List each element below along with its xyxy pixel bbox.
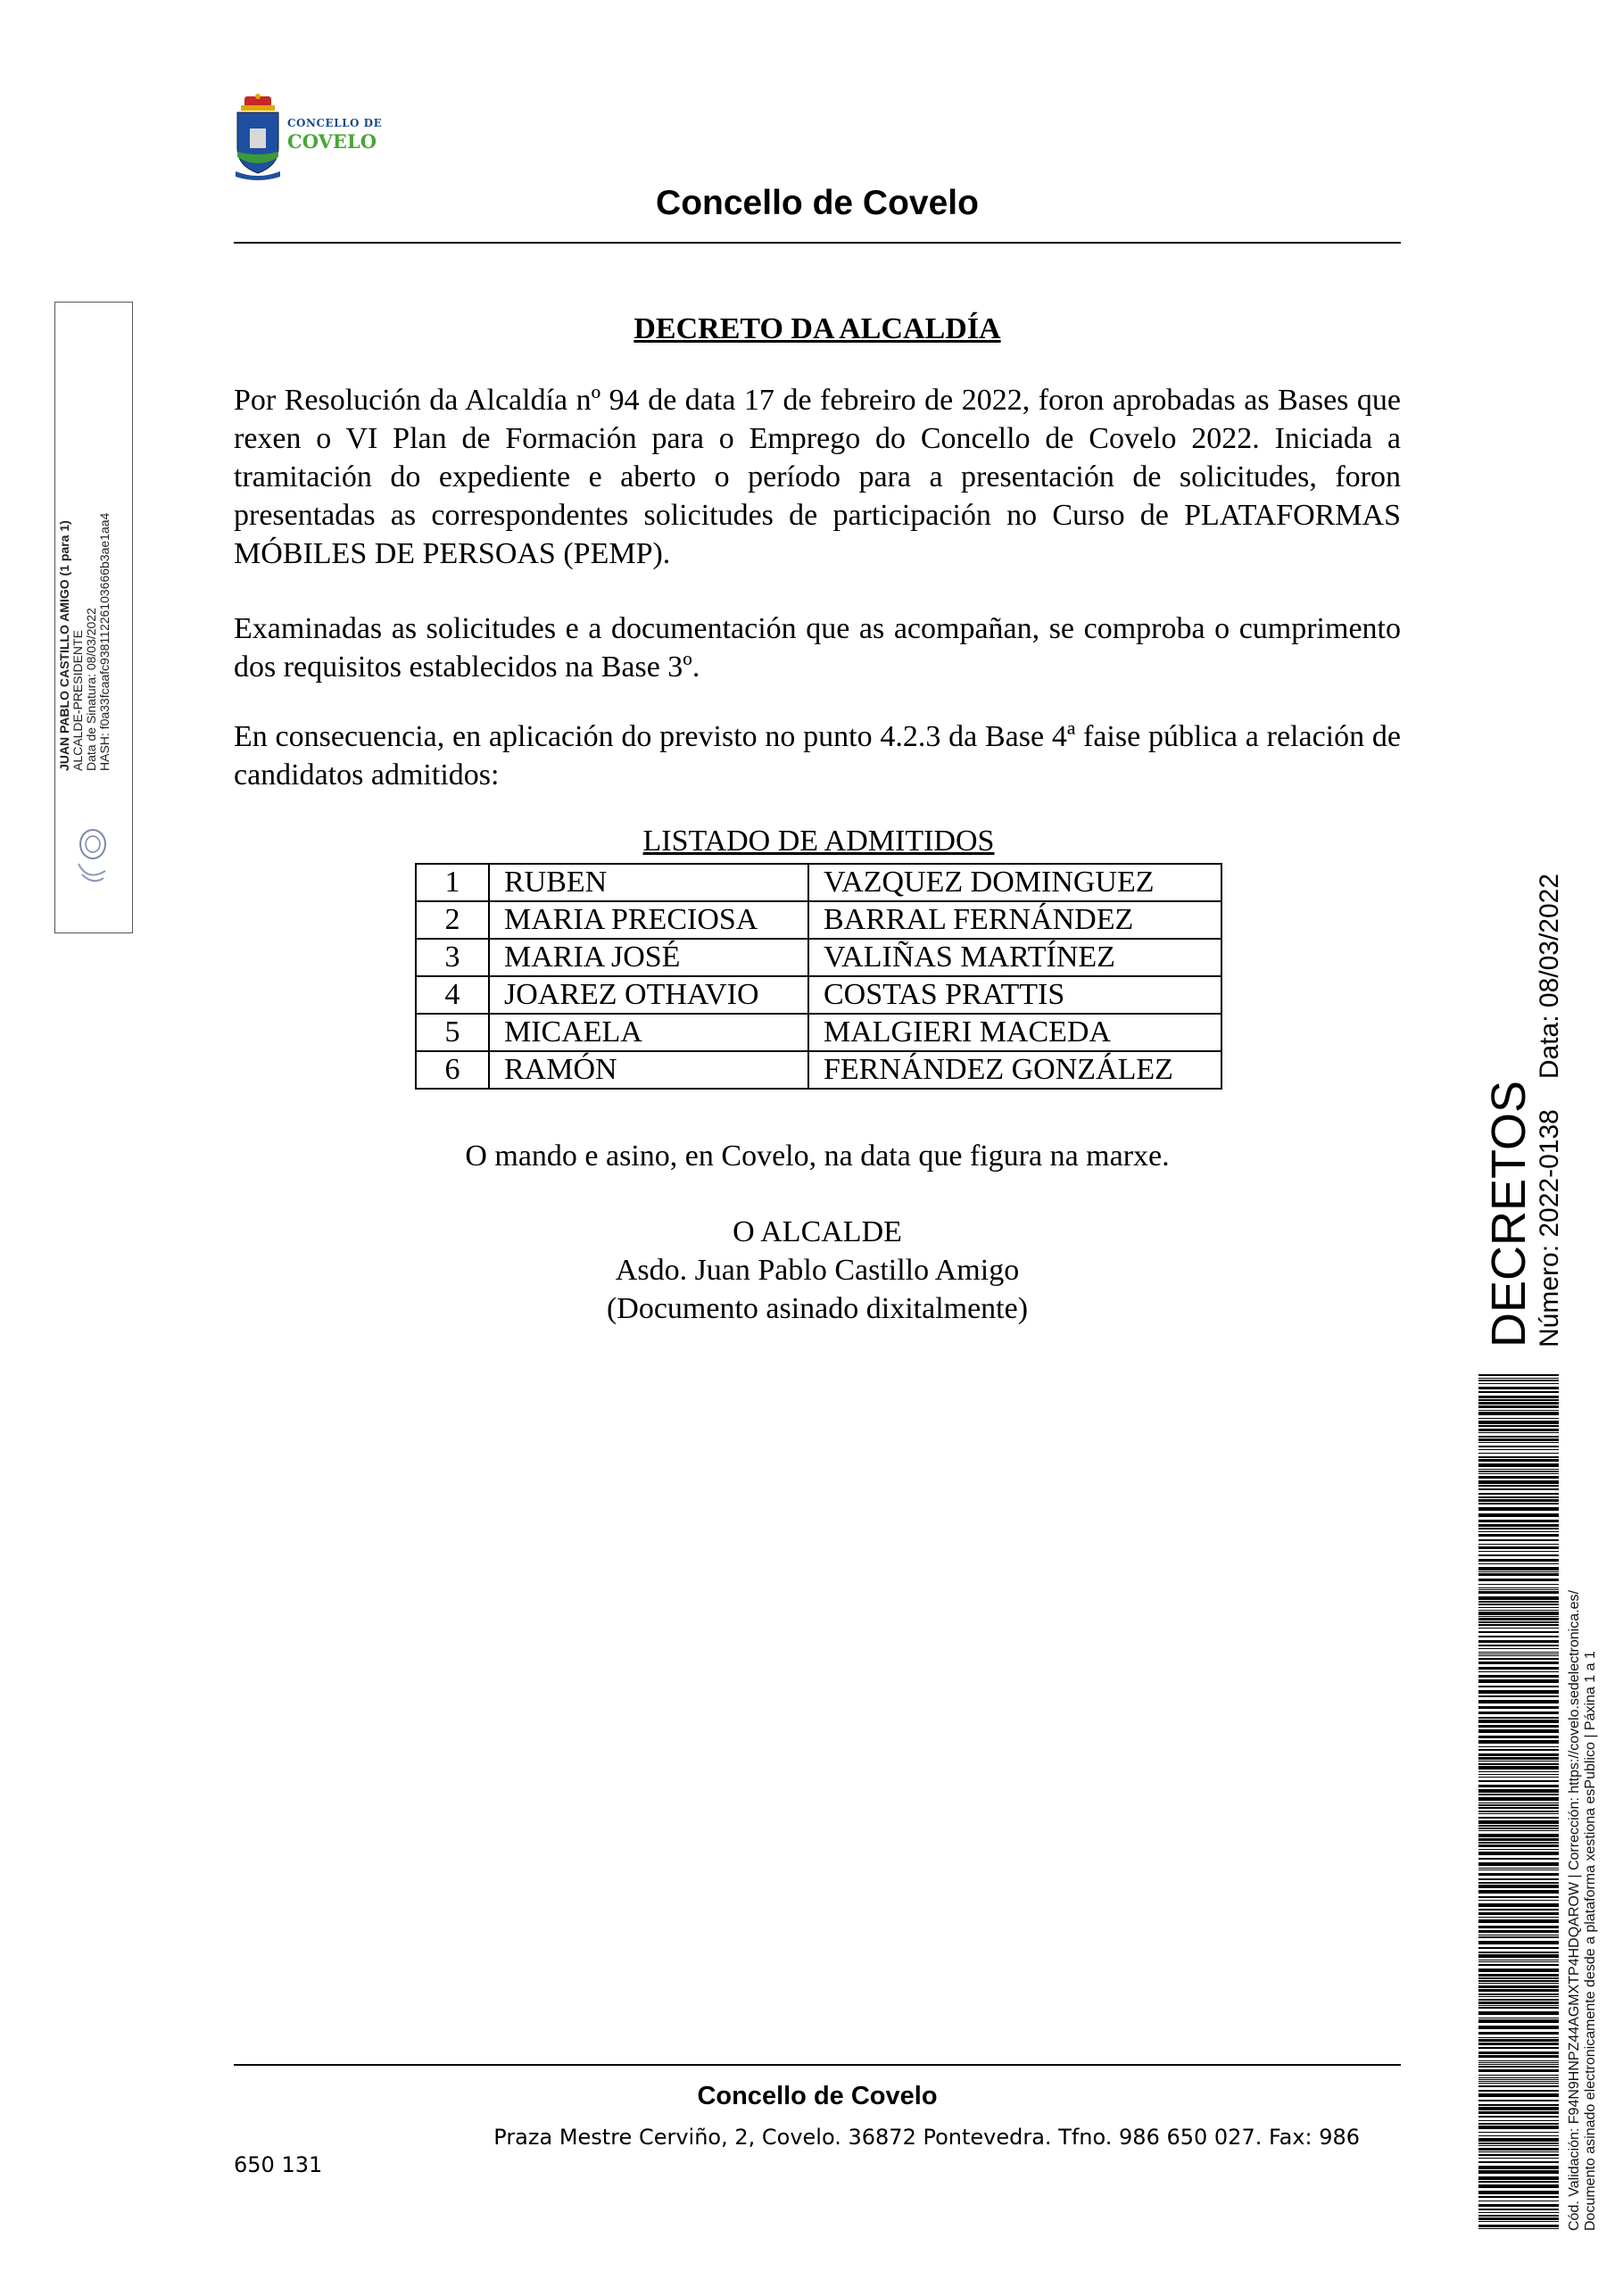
paragraph-3: En consecuencia, en aplicación do previsto no punto 4.2.3 da Base 4ª faise pública a relación de candidatos admitidos: <box>234 720 1401 792</box>
footer-address: Praza Mestre Cerviño, 2, Covelo. 36872 Pontevedra. Tfno. 986 650 027. Fax: 986 <box>493 2125 1360 2150</box>
logo-text-line2: COVELO <box>287 130 377 153</box>
registry-date: Data: 08/03/2022 <box>1535 873 1564 1080</box>
table-row <box>416 939 1221 976</box>
last-name: MALGIERI MACEDA <box>808 1014 1221 1051</box>
barcode-icon <box>1478 1374 1559 2231</box>
header-divider <box>234 242 1401 244</box>
row-number: 1 <box>416 864 489 901</box>
header-title: Concello de Covelo <box>656 184 979 222</box>
footer-title: Concello de Covelo <box>697 2082 938 2110</box>
table-row <box>416 864 1221 901</box>
first-name: MARIA PRECIOSA <box>489 901 808 939</box>
row-number: 5 <box>416 1014 489 1051</box>
last-name: FERNÁNDEZ GONZÁLEZ <box>808 1051 1221 1089</box>
signer-name: JUAN PABLO CASTILLO AMIGO (1 para 1) <box>57 520 71 771</box>
document-title: DECRETO DA ALCALDÍA <box>633 312 1001 345</box>
first-name: RAMÓN <box>489 1051 808 1089</box>
table-row <box>416 1014 1221 1051</box>
signer-note: (Documento asinado dixitalmente) <box>606 1292 1029 1325</box>
official-seal-icon <box>70 819 114 891</box>
paragraph-1: Por Resolución da Alcaldía nº 94 de data 17 de febreiro de 2022, foron aprobadas as Bases que rexen o VI Plan de Formación para o Emprego do Concello de Covelo 2022. Iniciada a tramitación do expediente e aberto o período para a presentación de solicitudes, foron presentadas as correspondentes solicitudes de participación no Curso de PLATAFORMAS MÓBILES DE PERSOAS (PEMP). <box>234 384 1401 570</box>
municipal-logo <box>232 93 384 182</box>
row-number: 3 <box>416 939 489 976</box>
paragraph-2: Examinadas as solicitudes e a documentación que as acompañan, se comproba o cumprimento dos requisitos establecidos na Base 3º. <box>234 612 1401 684</box>
validation-text <box>1567 1590 1599 2231</box>
last-name: COSTAS PRATTIS <box>808 976 1221 1014</box>
first-name: RUBEN <box>489 864 808 901</box>
signature-stamp-text <box>58 513 112 771</box>
signer-full-name: Asdo. Juan Pablo Castillo Amigo <box>615 1254 1020 1287</box>
registry-details <box>1535 874 1565 1347</box>
last-name: VAZQUEZ DOMINGUEZ <box>808 864 1221 901</box>
signature-date: Data de Sinatura: 08/03/2022 <box>84 608 98 771</box>
row-number: 6 <box>416 1051 489 1089</box>
admitted-table <box>415 863 1222 1090</box>
signer-role: ALCALDE-PRESIDENTE <box>70 630 85 771</box>
signer-title: O ALCALDE <box>733 1215 902 1248</box>
first-name: MICAELA <box>489 1014 808 1051</box>
row-number: 4 <box>416 976 489 1014</box>
registry-label: DECRETOS <box>1482 1080 1536 1347</box>
first-name: MARIA JOSÉ <box>489 939 808 976</box>
validation-line-2: Documento asinado electronicamente desde a plataforma xestiona esPublico | Páxina 1 a 1 <box>1583 1651 1598 2231</box>
validation-line-1: Cód. Validación: F94N9HNPZ44AGMXTP4HDQAROW | Corrección: https://covelo.sedelectronica.es/ <box>1567 1590 1582 2231</box>
footer-fax-continuation: 650 131 <box>234 2152 323 2177</box>
footer-divider <box>234 2064 1401 2066</box>
table-row <box>416 976 1221 1014</box>
table-row <box>416 901 1221 939</box>
signature-hash: HASH: f0a33fcaafc93811226103666b3ae1aa4 <box>97 512 112 771</box>
coat-of-arms-icon <box>232 93 286 182</box>
row-number: 2 <box>416 901 489 939</box>
first-name: JOAREZ OTHAVIO <box>489 976 808 1014</box>
table-row <box>416 1051 1221 1089</box>
admitted-list-title: LISTADO DE ADMITIDOS <box>642 825 995 858</box>
registry-number: Número: 2022-0138 <box>1535 1109 1564 1347</box>
last-name: VALIÑAS MARTÍNEZ <box>808 939 1221 976</box>
last-name: BARRAL FERNÁNDEZ <box>808 901 1221 939</box>
closing-statement: O mando e asino, en Covelo, na data que figura na marxe. <box>465 1140 1170 1173</box>
logo-text-line1: CONCELLO DE <box>287 117 383 129</box>
